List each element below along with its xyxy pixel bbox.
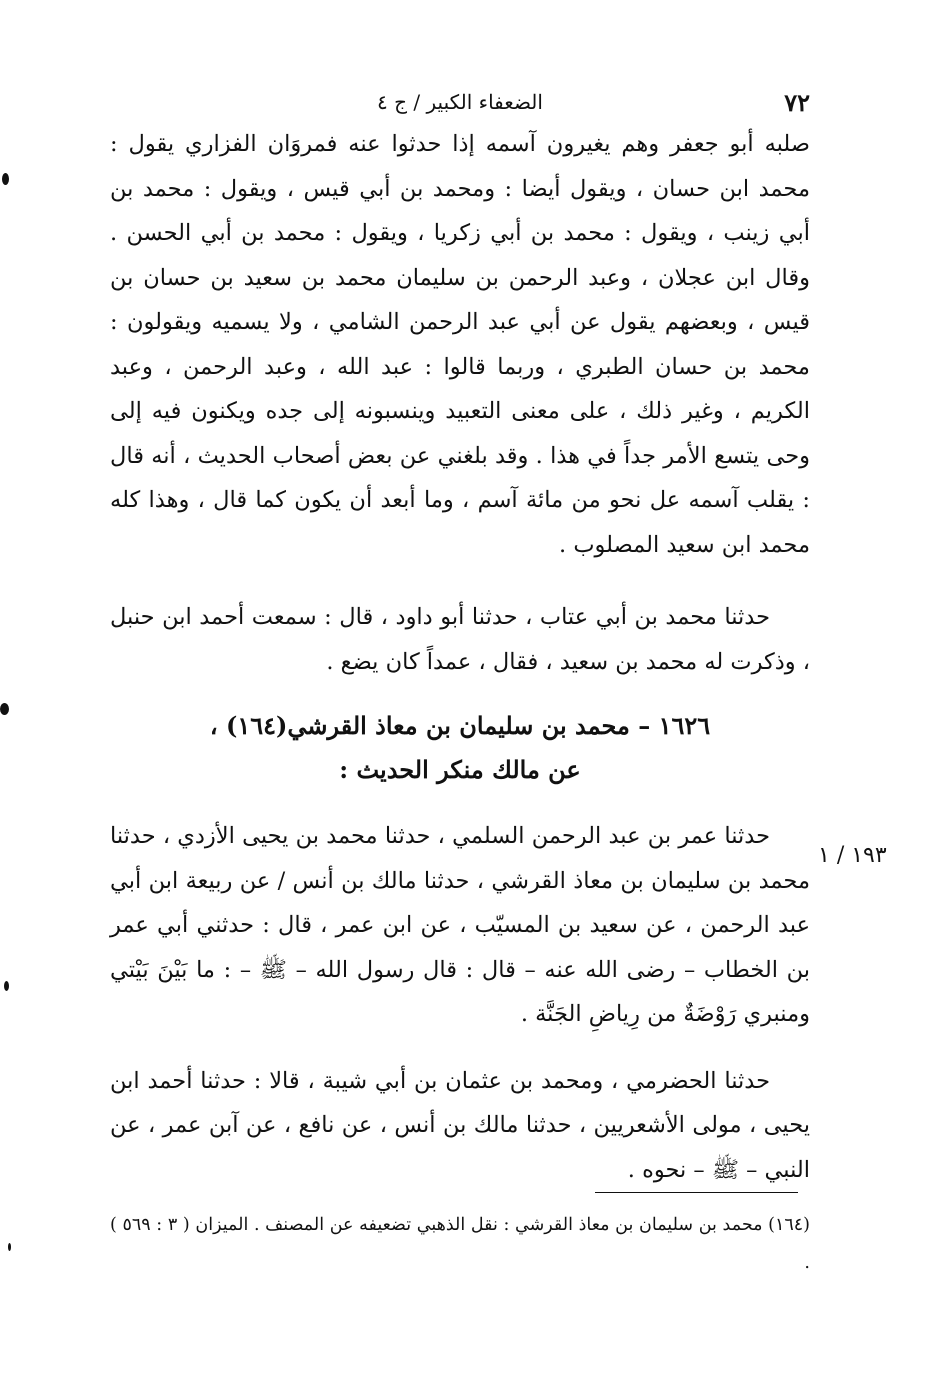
page-body — [110, 88, 810, 1192]
entry-heading-line1: ١٦٢٦ – محمد بن سليمان بن معاذ القرشي(١٦٤) ، — [209, 711, 711, 740]
paragraph-continuation: صلبه أبو جعفر وهم يغيرون آسمه إذا حدثوا عنه فمروَان الفزاري يقول : محمد ابن حسان ، ويقول أيضا : ومحمد بن أبي قيس ، ويقول : محمد بن أبي زينب ، ويقول : محمد بن أبي زكريا ، ويقول : محمد بن أبي الحسن . وقال ابن عجلان ، وعبد الرحمن بن سليمان محمد بن سعيد بن حسان بن قيس ، وبعضهم يقول عن أبي عبد الرحمن الشامي ، ولا يسميه ويقولون : محمد بن حسان الطبري ، وربما قالوا : عبد الله ، وعبد الرحمن ، وعبد الكريم ، وغير ذلك ، على معنى التعبيد وينسبونه إلى جده ويكنون فيه إلى وحى يتسع الأمر جداً في هذا . وقد بلغني عن بعض أصحاب الحديث ، أنه قال : يقلب آسمه عل نحو من مائة آسم ، وما أبعد أن يكون كما قال ، وهذا كله محمد ابن سعيد المصلوب . — [110, 131, 811, 558]
entry-paragraph-hadith: حدثنا عمر بن عبد الرحمن السلمي ، حدثنا محمد بن يحيى الأزدي ، حدثنا محمد بن سليمان بن معاذ القرشي ، حدثنا مالك بن أنس / عن ربيعة ابن أبي عبد الرحمن ، عن سعيد بن المسيّب ، عن ابن عمر ، قال : حدثني أبي عمر بن الخطاب – رضى الله عنه – قال : قال رسول الله – ﷺ – : ما بَيْنَ بَيْتي ومنبري رَوْضَةٌ من رِياضِ الجَنَّة . — [110, 823, 810, 1027]
scan-speck — [8, 1243, 11, 1251]
footnote: (١٦٤) محمد بن سليمان بن معاذ القرشي : نقل الذهبي تضعيفه عن المصنف . الميزان ( ٣ : ٥٦٩ ) . — [110, 1215, 810, 1273]
footnote-rule — [595, 1192, 798, 1193]
scan-speck — [2, 173, 9, 185]
entry-heading-line2: عن مالك منكر الحديث : — [339, 755, 581, 784]
paragraph-narration: حدثنا محمد بن أبي عتاب ، حدثنا أبو داود ، قال : سمعت أحمد ابن حنبل ، وذكرت له محمد بن سعيد ، فقال ، عمداً كان يضع . — [110, 604, 810, 675]
scan-speck — [0, 703, 9, 715]
scan-speck — [4, 981, 9, 991]
margin-manuscript-reference: ١٩٣ / ١ — [818, 843, 887, 868]
entry-paragraph-second-chain: حدثنا الحضرمي ، ومحمد بن عثمان بن أبي شيبة ، قالا : حدثنا أحمد ابن يحيى ، مولى الأشعريين ، حدثنا مالك بن أنس ، عن نافع ، عن آبن عمر ، عن النبي – ﷺ – نحوه . — [110, 1067, 810, 1183]
page-number: ٧٢ — [784, 88, 810, 117]
page-header — [110, 88, 810, 122]
running-title: الضعفاء الكبير / ج ٤ — [377, 90, 543, 114]
entry-heading — [110, 704, 810, 792]
